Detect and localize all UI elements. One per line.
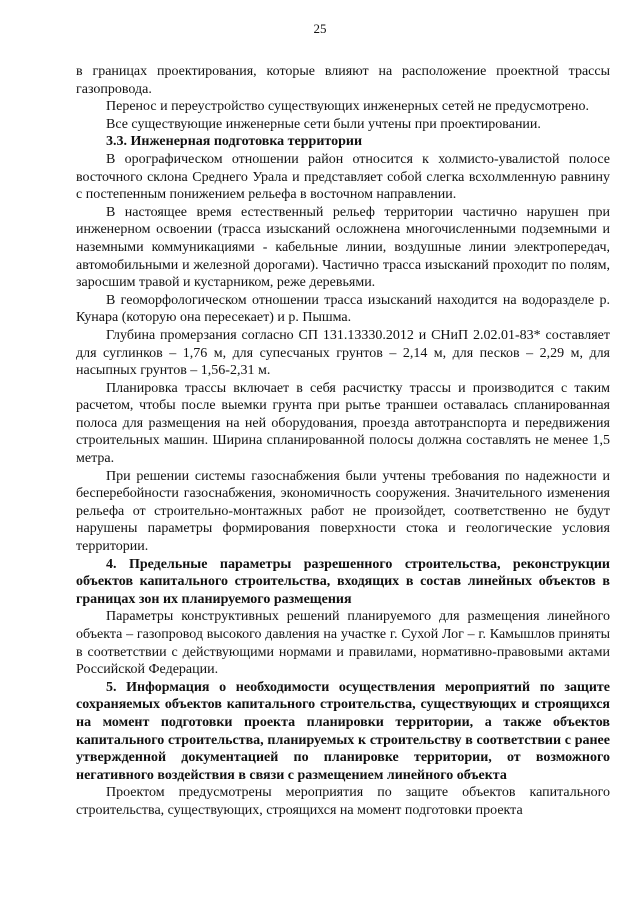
- section-heading: 4. Предельные параметры разрешенного строительства, реконструкции объектов капитального строительства, входящих в состав линейных объектов в границах зон их планируемого размещения: [76, 556, 610, 607]
- paragraph: Глубина промерзания согласно СП 131.13330.2012 и СНиП 2.02.01-83* составляет для суглинков – 1,76 м, для супесчаных грунтов – 2,14 м, для песков – 2,29 м, для насыпных грунтов – 1,56-2,31 м.: [76, 327, 610, 379]
- paragraph: Перенос и переустройство существующих инженерных сетей не предусмотрено.: [106, 99, 590, 115]
- paragraph: В настоящее время естественный рельеф территории частично нарушен при инженерном освоении (трасса изысканий осложнена многочисленными подземными и наземными коммуникациями - кабельные линии, воздушные линии электропередач, автомобильными и железной дорогами). Частично трасса изысканий проходит по полям, заросшим травой и кустарником, реже деревьями.: [76, 204, 610, 291]
- section-heading: 5. Информация о необходимости осуществления мероприятий по защите сохраняемых объектов капитального строительства, существующих и строящихся на момент подготовки проекта планировки территории, а также объектов капитального строительства, планируемых к строительству в соответствии с ранее утвержденной документацией по планировке территории, от возможного негативного воздействия в связи с размещением линейного объекта: [76, 679, 610, 783]
- paragraph: В орографическом отношении район относится к холмисто-увалистой полосе восточного склона Среднего Урала и представляет собой слегка всхолмленную равнину с постепенным понижением рельефа в восточном направлении.: [76, 151, 610, 203]
- page-body: [76, 63, 610, 820]
- paragraph: При решении системы газоснабжения были учтены требования по надежности и бесперебойности газоснабжения, экономичность сооружения. Значительного изменения рельефа от строительно-монтажных работ не произойдет, соответственно не будут нарушены параметры формирования поверхности стока и геологические условия территории.: [76, 468, 610, 555]
- paragraph: Планировка трассы включает в себя расчистку трассы и производится с таким расчетом, чтобы после выемки грунта при рытье траншеи оставалась спланированная полоса для размещения на ней оборудования, проезда автотранспорта и передвижения строительных машин. Ширина спланированной полосы должна составлять не менее 1,5 метра.: [76, 380, 610, 467]
- section-heading: 3.3. Инженерная подготовка территории: [106, 134, 363, 150]
- paragraph: В геоморфологическом отношении трасса изысканий находится на водоразделе р. Кунара (которую она пересекает) и р. Пышма.: [76, 292, 610, 326]
- paragraph: Параметры конструктивных решений планируемого для размещения линейного объекта – газопровод высокого давления на участке г. Сухой Лог – г. Камышлов приняты в соответствии с действующими нормами и правилами, нормативно-правовыми актами Российской Федерации.: [76, 609, 610, 678]
- paragraph: в границах проектирования, которые влияют на расположение проектной трассы газопровода.: [76, 64, 610, 97]
- page-number: 25: [313, 21, 327, 36]
- paragraph: Проектом предусмотрены мероприятия по защите объектов капитального строительства, существующих, строящихся на момент подготовки проекта: [76, 785, 610, 818]
- paragraph: Все существующие инженерные сети были учтены при проектировании.: [106, 116, 541, 132]
